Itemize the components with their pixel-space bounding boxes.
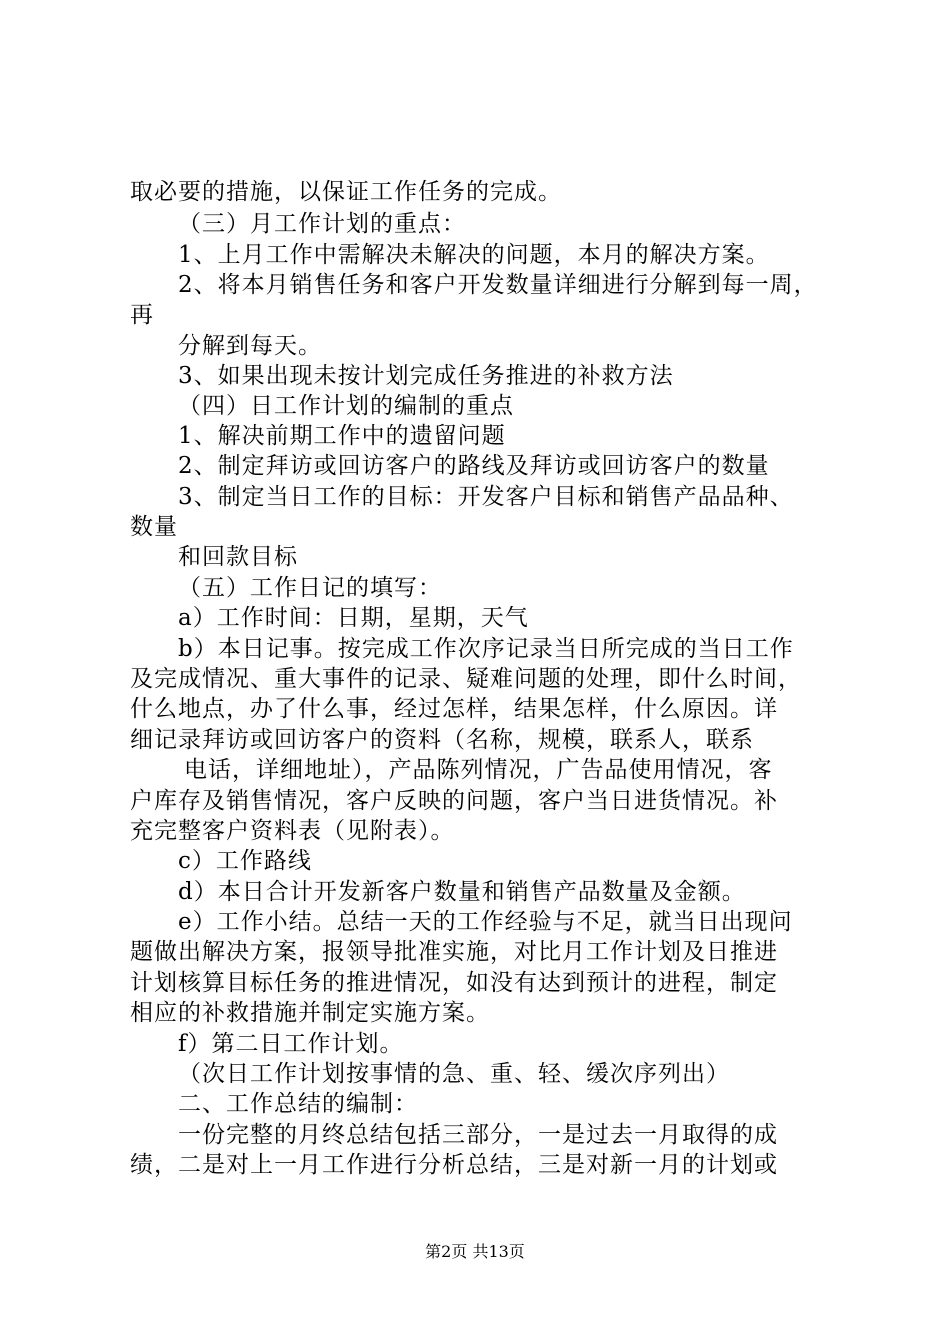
text-line: c）工作路线 bbox=[178, 848, 312, 874]
text-line: 题做出解决方案，报领导批准实施，对比月工作计划及日推进 bbox=[130, 939, 778, 965]
section-heading: （三）月工作计划的重点： bbox=[178, 211, 466, 237]
text-line: 细记录拜访或回访客户的资料（名称，规模，联系人，联系 bbox=[130, 727, 754, 753]
text-line: 1、解决前期工作中的遗留问题 bbox=[178, 423, 506, 449]
section-heading: （五）工作日记的填写： bbox=[178, 575, 442, 601]
text-line: 3、如果出现未按计划完成任务推进的补救方法 bbox=[178, 363, 674, 389]
text-line: 1、上月工作中需解决未解决的问题，本月的解决方案。 bbox=[178, 242, 770, 268]
text-line: 一份完整的月终总结包括三部分，一是过去一月取得的成 bbox=[178, 1122, 778, 1148]
text-line: f）第二日工作计划。 bbox=[178, 1031, 404, 1057]
section-heading: 二、工作总结的编制： bbox=[178, 1091, 418, 1117]
text-line: 计划核算目标任务的推进情况，如没有达到预计的进程，制定 bbox=[130, 970, 778, 996]
text-line: 相应的补救措施并制定实施方案。 bbox=[130, 1000, 490, 1026]
text-line: b）本日记事。按完成工作次序记录当日所完成的当日工作 bbox=[178, 636, 794, 662]
section-heading: （四）日工作计划的编制的重点 bbox=[178, 393, 514, 419]
text-line: 分解到每天。 bbox=[178, 333, 322, 359]
text-line: 取必要的措施，以保证工作任务的完成。 bbox=[130, 179, 562, 205]
text-line: 数量 bbox=[130, 514, 178, 540]
text-line: 及完成情况、重大事件的记录、疑难问题的处理，即什么时间， bbox=[130, 666, 802, 692]
text-line: e）工作小结。总结一天的工作经验与不足，就当日出现问 bbox=[178, 909, 793, 935]
page-footer: 第2页 共13页 bbox=[425, 1242, 525, 1261]
text-line: 3、制定当日工作的目标：开发客户目标和销售产品品种、 bbox=[178, 484, 794, 510]
text-line: 2、将本月销售任务和客户开发数量详细进行分解到每一周， bbox=[178, 272, 818, 298]
text-line: 什么地点，办了什么事，经过怎样，结果怎样，什么原因。详 bbox=[130, 696, 778, 722]
text-line: （次日工作计划按事情的急、重、轻、缓次序列出） bbox=[178, 1061, 730, 1087]
text-line: 绩，二是对上一月工作进行分析总结，三是对新一月的计划或 bbox=[130, 1152, 778, 1178]
text-line: a）工作时间：日期，星期，天气 bbox=[178, 605, 529, 631]
text-line: 户库存及销售情况，客户反映的问题，客户当日进货情况。补 bbox=[130, 788, 778, 814]
text-line: 电话，详细地址），产品陈列情况，广告品使用情况，客 bbox=[184, 757, 773, 783]
text-line: 充完整客户资料表（见附表）。 bbox=[130, 818, 455, 844]
text-line: d）本日合计开发新客户数量和销售产品数量及金额。 bbox=[178, 879, 746, 905]
text-line: 2、制定拜访或回访客户的路线及拜访或回访客户的数量 bbox=[178, 453, 770, 479]
text-line: 和回款目标 bbox=[178, 544, 298, 570]
text-line: 再 bbox=[130, 302, 154, 328]
